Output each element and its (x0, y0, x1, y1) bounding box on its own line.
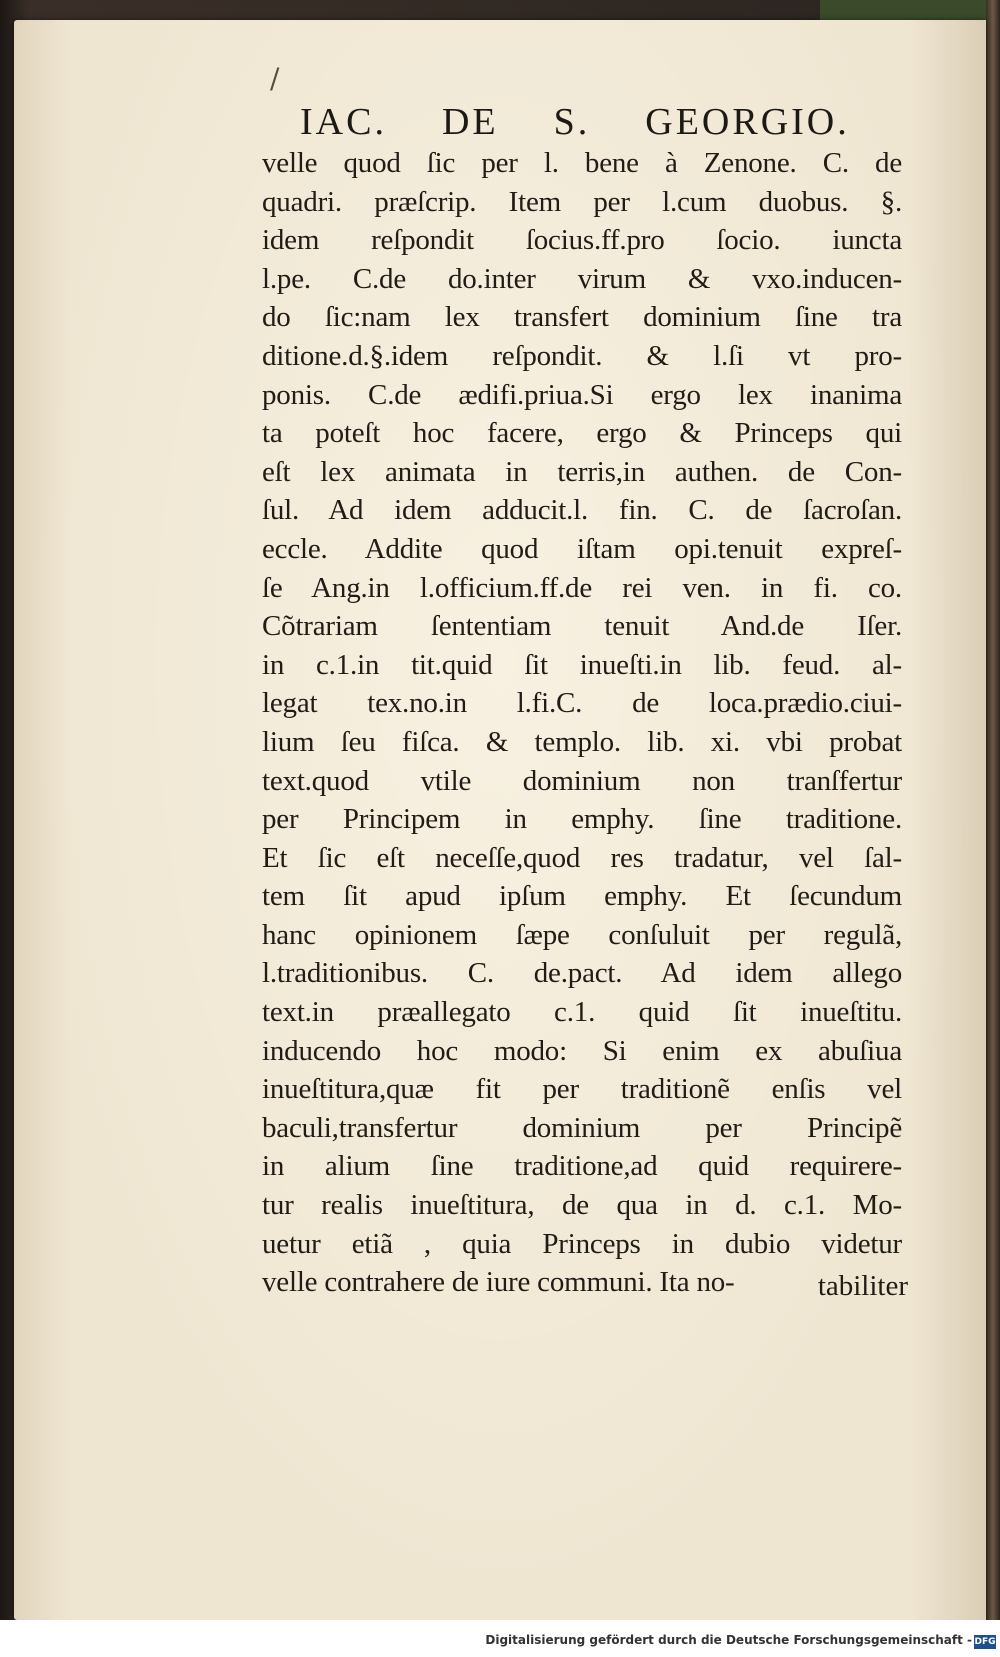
text-line: ſe Ang.in l.officium.ff.de rei ven. in fi. co. (262, 571, 902, 604)
text-line: uetur etiã , quia Princeps in dubio videtur (262, 1227, 902, 1260)
text-line: tur realis inueſtitura, de qua in d. c.1. Mo- (262, 1189, 902, 1222)
digitization-credit: Digitalisierung gefördert durch die Deutsche Forschungsgemeinschaft - (485, 1633, 972, 1647)
catchword: tabiliter (817, 1270, 908, 1302)
text-line: lium ſeu fiſca. & templo. lib. xi. vbi probat (262, 725, 902, 758)
running-head-word: S. (553, 101, 591, 143)
book-cover-edge (820, 0, 1000, 22)
text-line: per Principem in emphy. ſine traditione. (262, 803, 902, 836)
text-line: l.traditionibus. C. de.pact. Ad idem allego (262, 957, 902, 990)
running-head-word: DE (441, 101, 499, 143)
text-line: in c.1.in tit.quid ſit inueſti.in lib. feud. al- (262, 648, 902, 681)
running-head-word: GEORGIO. (645, 101, 850, 143)
text-line: tem ſit apud ipſum emphy. Et ſecundum (262, 880, 902, 913)
ink-mark: / (270, 62, 280, 95)
text-line: idem reſpondit ſocius.ff.pro ſocio. iuncta (262, 224, 902, 257)
text-line: ponis. C.de ædifi.priua.Si ergo lex inanima (262, 378, 902, 411)
body-text (262, 144, 902, 1302)
text-line: eccle. Addite quod iſtam opi.tenuit expreſ- (262, 532, 902, 565)
text-line: inducendo hoc modo: Si enim ex abuſiua (262, 1034, 902, 1067)
text-line: velle contrahere de iure communi. Ita no- (262, 1266, 735, 1299)
text-line: hanc opinionem ſæpe conſuluit per regulã, (262, 918, 902, 951)
text-line: ſul. Ad idem adducit.l. fin. C. de ſacroſan. (262, 494, 902, 527)
book-spine-edge (986, 0, 1000, 1620)
text-line: quadri. præſcrip. Item per l.cum duobus. §. (262, 185, 902, 218)
text-line: Cõtrariam ſententiam tenuit And.de Iſer. (262, 610, 902, 643)
text-line: Et ſic eſt neceſſe,quod res tradatur, vel ſal- (262, 841, 902, 874)
text-line: velle quod ſic per l. bene à Zenone. C. de (262, 147, 902, 179)
text-line: text.in præallegato c.1. quid ſit inueſtitu. (262, 996, 902, 1029)
text-line: text.quod vtile dominium non tranſfertur (262, 764, 902, 797)
text-line: do ſic:nam lex transfert dominium ſine tra (262, 301, 902, 334)
text-line: inueſtitura,quæ fit per traditionẽ enſis vel (262, 1073, 902, 1106)
text-line: ta poteſt hoc facere, ergo & Princeps qui (262, 417, 902, 450)
running-head (300, 100, 850, 144)
dfg-logo-icon: DFG (974, 1637, 996, 1647)
text-line: legat tex.no.in l.fi.C. de loca.prædio.ciui- (262, 687, 902, 720)
running-head-word: IAC. (300, 101, 387, 143)
text-line: baculi,transfertur dominium per Principẽ (262, 1111, 902, 1144)
text-line: l.pe. C.de do.inter virum & vxo.inducen- (262, 262, 902, 295)
text-line: eſt lex animata in terris,in authen. de Con- (262, 455, 902, 488)
text-line: ditione.d.§.idem reſpondit. & l.ſi vt pro- (262, 339, 902, 372)
footer-bar (0, 1620, 1000, 1657)
text-line: in alium ſine traditione,ad quid requirere- (262, 1150, 902, 1183)
